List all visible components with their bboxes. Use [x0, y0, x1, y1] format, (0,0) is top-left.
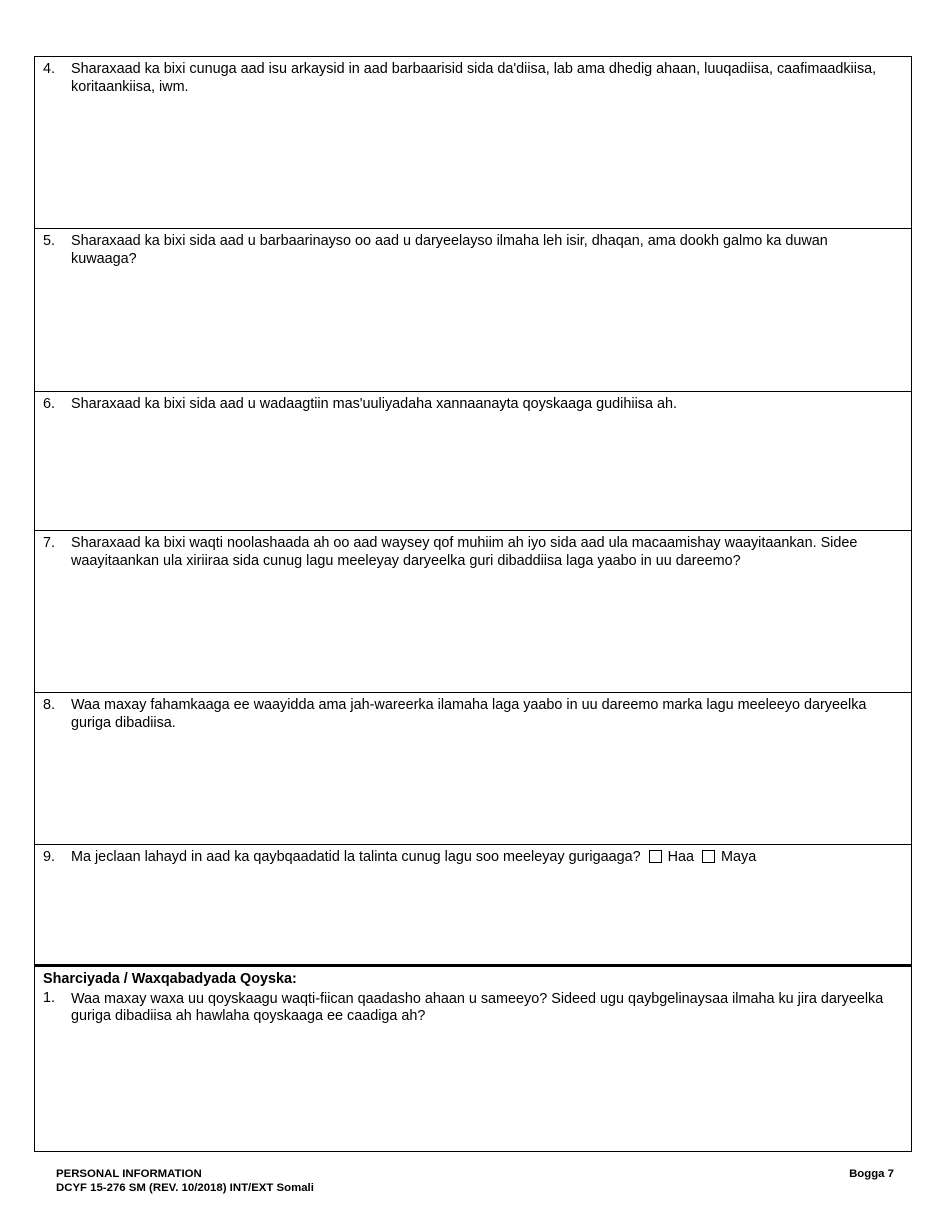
- question-text: [71, 849, 891, 867]
- family-rules-section[interactable]: [35, 965, 911, 1151]
- question-9-text: Ma jeclaan lahayd in aad ka qaybqaadatid la talinta cunug lagu soo meeleyay gurigaaga?: [71, 849, 641, 865]
- question-text: Waa maxay fahamkaaga ee waayidda ama jah-wareerka ilamaha laga yaabo in uu dareemo marka lagu meeleeyo daryeelka guriga dibadiisa.: [71, 697, 867, 731]
- page-footer: [56, 1167, 894, 1195]
- question-text: Sharaxaad ka bixi cunuga aad isu arkaysid in aad barbaarisid sida da'diisa, lab ama dhedig ahaan, luuqadiisa, caafimaadkiisa, koritaankiisa, iwm.: [71, 61, 877, 95]
- question-text: Waa maxay waxa uu qoyskaagu waqti-fiican qaadasho ahaan u sameeyo? Sideed ugu qaybgelinaysaa ilmaha ku jira daryeelka guriga dibadiisa ah hawlaha qoyskaaga ee caadiga ah?: [71, 990, 884, 1024]
- footer-confidential-label: PERSONAL INFORMATION: [56, 1168, 202, 1180]
- question-4[interactable]: [35, 57, 911, 229]
- footer-form-id: DCYF 15-276 SM (REV. 10/2018) INT/EXT Somali: [56, 1182, 314, 1194]
- question-text: Sharaxaad ka bixi sida aad u wadaagtiin mas'uuliyadaha xannaanayta qoyskaaga gudihiisa ah.: [71, 396, 677, 412]
- question-number: 1.: [43, 990, 56, 1006]
- haa-label: Haa: [667, 849, 695, 865]
- question-8[interactable]: [35, 693, 911, 845]
- question-text: Sharaxaad ka bixi waqti noolashaada ah oo aad waysey qof muhiim ah iyo sida aad ula macaamishay waayitaankan. Sidee waayitaankan ula xiriiraa sida cunug lagu meeleyay daryeelka guri dibaddiisa laga yaabo in uu dareemo?: [71, 535, 858, 569]
- question-text: Sharaxaad ka bixi sida aad u barbaarinayso oo aad u daryeelayso ilmaha leh isir, dhaqan, ama dookh galmo ka duwan kuwaaga?: [71, 233, 828, 267]
- question-5[interactable]: [35, 229, 911, 392]
- question-number: 8.: [43, 697, 56, 713]
- question-number: 7.: [43, 535, 56, 551]
- question-number: 4.: [43, 61, 56, 77]
- question-6[interactable]: [35, 392, 911, 531]
- maya-checkbox[interactable]: [702, 850, 715, 863]
- page-number: Bogga 7: [849, 1168, 894, 1180]
- maya-label: Maya: [721, 849, 757, 865]
- question-9[interactable]: [35, 845, 911, 965]
- question-number: 5.: [43, 233, 56, 249]
- question-number: 9.: [43, 849, 56, 865]
- question-number: 6.: [43, 396, 56, 412]
- section-heading: Sharciyada / Waxqabadyada Qoyska:: [43, 971, 297, 987]
- haa-checkbox[interactable]: [649, 850, 662, 863]
- questionnaire-form: [34, 56, 912, 1152]
- question-7[interactable]: [35, 531, 911, 693]
